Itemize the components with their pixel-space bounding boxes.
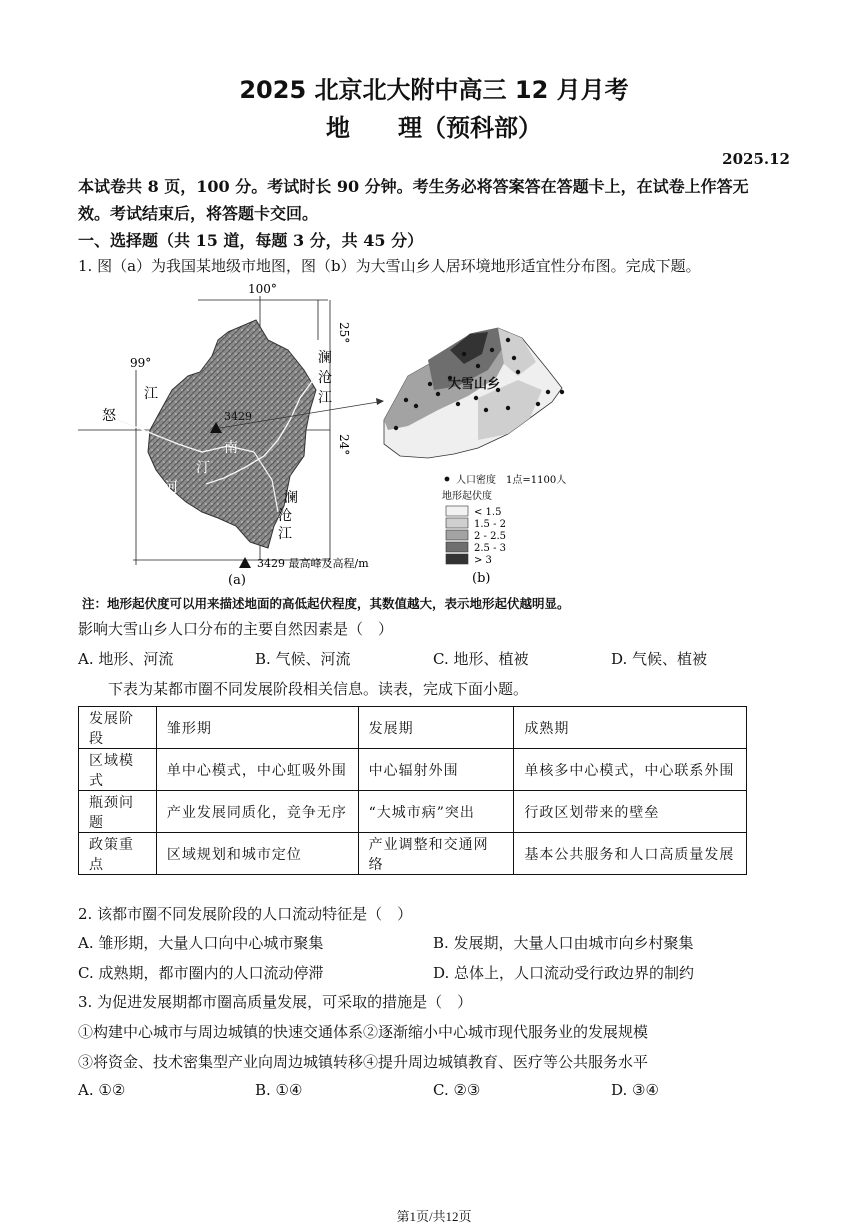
relief-label-3: 2 - 2.5 [474, 531, 507, 542]
table-cell: 区域模式 [79, 749, 157, 791]
peak-legend-icon [239, 557, 251, 568]
table-cell: 发展阶段 [79, 707, 157, 749]
table-cell: 瓶颈问题 [79, 791, 157, 833]
township-inset [384, 328, 564, 458]
q2-option-a: A. 雏形期，大量人口向中心城市聚集 [78, 934, 324, 952]
relief-label-4: 2.5 - 3 [474, 543, 507, 554]
lat-25-label: 25° [337, 322, 351, 344]
q2-option-d: D. 总体上，人口流动受行政边界的制约 [433, 964, 695, 982]
relief-swatch-5 [446, 554, 468, 564]
stage-info-table [78, 706, 747, 875]
q1-figure [78, 280, 578, 590]
population-dot-icon [445, 477, 450, 482]
lancang-top-char-3: 江 [318, 390, 332, 406]
lancang-bottom-char-2: 沧 [278, 508, 292, 524]
q1-note: 注：地形起伏度可以用来描述地面的高低起伏程度，其数值越大，表示地形起伏越明显。 [82, 596, 570, 611]
q3-items-line-2: ③将资金、技术密集型产业向周边城镇转移④提升周边城镇教育、医疗等公共服务水平 [78, 1053, 649, 1071]
q2-stem: 2. 该都市圈不同发展阶段的人口流动特征是（ ） [78, 905, 413, 923]
table-cell: 产业发展同质化，竞争无序 [156, 791, 358, 833]
relief-label-2: 1.5 - 2 [474, 519, 507, 530]
table-cell: 雏形期 [156, 707, 358, 749]
relief-label-5: > 3 [474, 555, 492, 566]
q1-option-c: C. 地形、植被 [433, 650, 529, 668]
relief-swatch-1 [446, 506, 468, 516]
relief-label-1: < 1.5 [474, 507, 502, 518]
q1-option-d: D. 气候、植被 [611, 650, 708, 668]
table-row [79, 749, 747, 791]
q3-items-line-1: ①构建中心城市与周边城镇的快速交通体系②逐渐缩小中心城市现代服务业的发展规模 [78, 1023, 649, 1041]
relief-swatch-4 [446, 542, 468, 552]
nu-char-1: 怒 [102, 408, 116, 424]
table-row [79, 791, 747, 833]
table-intro: 下表为某都市圈不同发展阶段相关信息。读表，完成下面小题。 [108, 680, 529, 698]
section-title: 一、选择题（共 15 道，每题 3 分，共 45 分） [78, 231, 424, 250]
nu-char-2: 江 [144, 386, 158, 402]
lancang-bottom-char-1: 澜 [284, 490, 298, 506]
table-row [79, 833, 747, 875]
table-cell: 区域规划和城市定位 [156, 833, 358, 875]
peak-legend-label: 3429 最高峰及高程/m [257, 557, 369, 570]
arrow-head-icon [376, 398, 384, 405]
relief-legend-title: 地形起伏度 [442, 491, 492, 502]
peak-label: 3429 [224, 410, 252, 423]
caption-b: (b) [472, 571, 491, 586]
lon-99-label: 99° [130, 356, 152, 370]
nanting-char-3: 河 [164, 480, 178, 496]
q1-stem: 1. 图（a）为我国某地级市地图，图（b）为大雪山乡人居环境地形适宜性分布图。完成下题。 [78, 257, 701, 275]
q3-stem: 3. 为促进发展期都市圈高质量发展，可采取的措施是（ ） [78, 993, 473, 1011]
q1-option-b: B. 气候、河流 [255, 650, 351, 668]
population-legend: 人口密度 1点=1100人 [456, 475, 567, 486]
table-cell: 政策重点 [79, 833, 157, 875]
instructions-line-2: 效。考试结束后，将答题卡交回。 [78, 204, 319, 223]
nanting-char-1: 南 [224, 440, 238, 456]
table-cell: 中心辐射外围 [358, 749, 514, 791]
table-cell: 成熟期 [514, 707, 747, 749]
table-cell: 行政区划带来的壁垒 [514, 791, 747, 833]
relief-swatch-3 [446, 530, 468, 540]
table-cell: 单中心模式，中心虹吸外围 [156, 749, 358, 791]
lancang-top-char-1: 澜 [318, 350, 332, 366]
q3-option-b: B. ①④ [255, 1081, 303, 1099]
instructions-line-1: 本试卷共 8 页，100 分。考试时长 90 分钟。考生务必将答案答在答题卡上，在试卷上作答无 [78, 177, 749, 196]
q3-option-c: C. ②③ [433, 1081, 481, 1099]
table-row [79, 707, 747, 749]
table-cell: 发展期 [358, 707, 514, 749]
subject-title: 地 理（预科部） [326, 114, 542, 142]
nanting-char-2: 汀 [196, 460, 210, 476]
q3-option-a: A. ①② [78, 1081, 126, 1099]
q3-option-d: D. ③④ [611, 1081, 659, 1099]
township-label: 大雪山乡 [448, 377, 501, 392]
q1-option-a: A. 地形、河流 [78, 650, 174, 668]
q1-question: 影响大雪山乡人口分布的主要自然因素是（ ） [78, 620, 394, 638]
table-cell: 单核多中心模式，中心联系外围 [514, 749, 747, 791]
lancang-bottom-char-3: 江 [278, 526, 292, 542]
lancang-top-char-2: 沧 [318, 370, 332, 386]
caption-a: (a) [228, 573, 246, 588]
lon-100-label: 100° [248, 282, 277, 296]
lat-24-label: 24° [337, 434, 351, 456]
relief-swatch-2 [446, 518, 468, 528]
exam-title: 2025 北京北大附中高三 12 月月考 [239, 76, 629, 104]
q2-option-b: B. 发展期，大量人口由城市向乡村聚集 [433, 934, 694, 952]
table-cell: “大城市病”突出 [358, 791, 514, 833]
table-cell: 产业调整和交通网络 [358, 833, 514, 875]
table-cell: 基本公共服务和人口高质量发展 [514, 833, 747, 875]
page-number: 第1页/共12页 [396, 1209, 472, 1224]
q2-option-c: C. 成熟期，都市圈内的人口流动停滞 [78, 964, 324, 982]
relief-legend [446, 506, 506, 566]
exam-date: 2025.12 [722, 150, 790, 168]
